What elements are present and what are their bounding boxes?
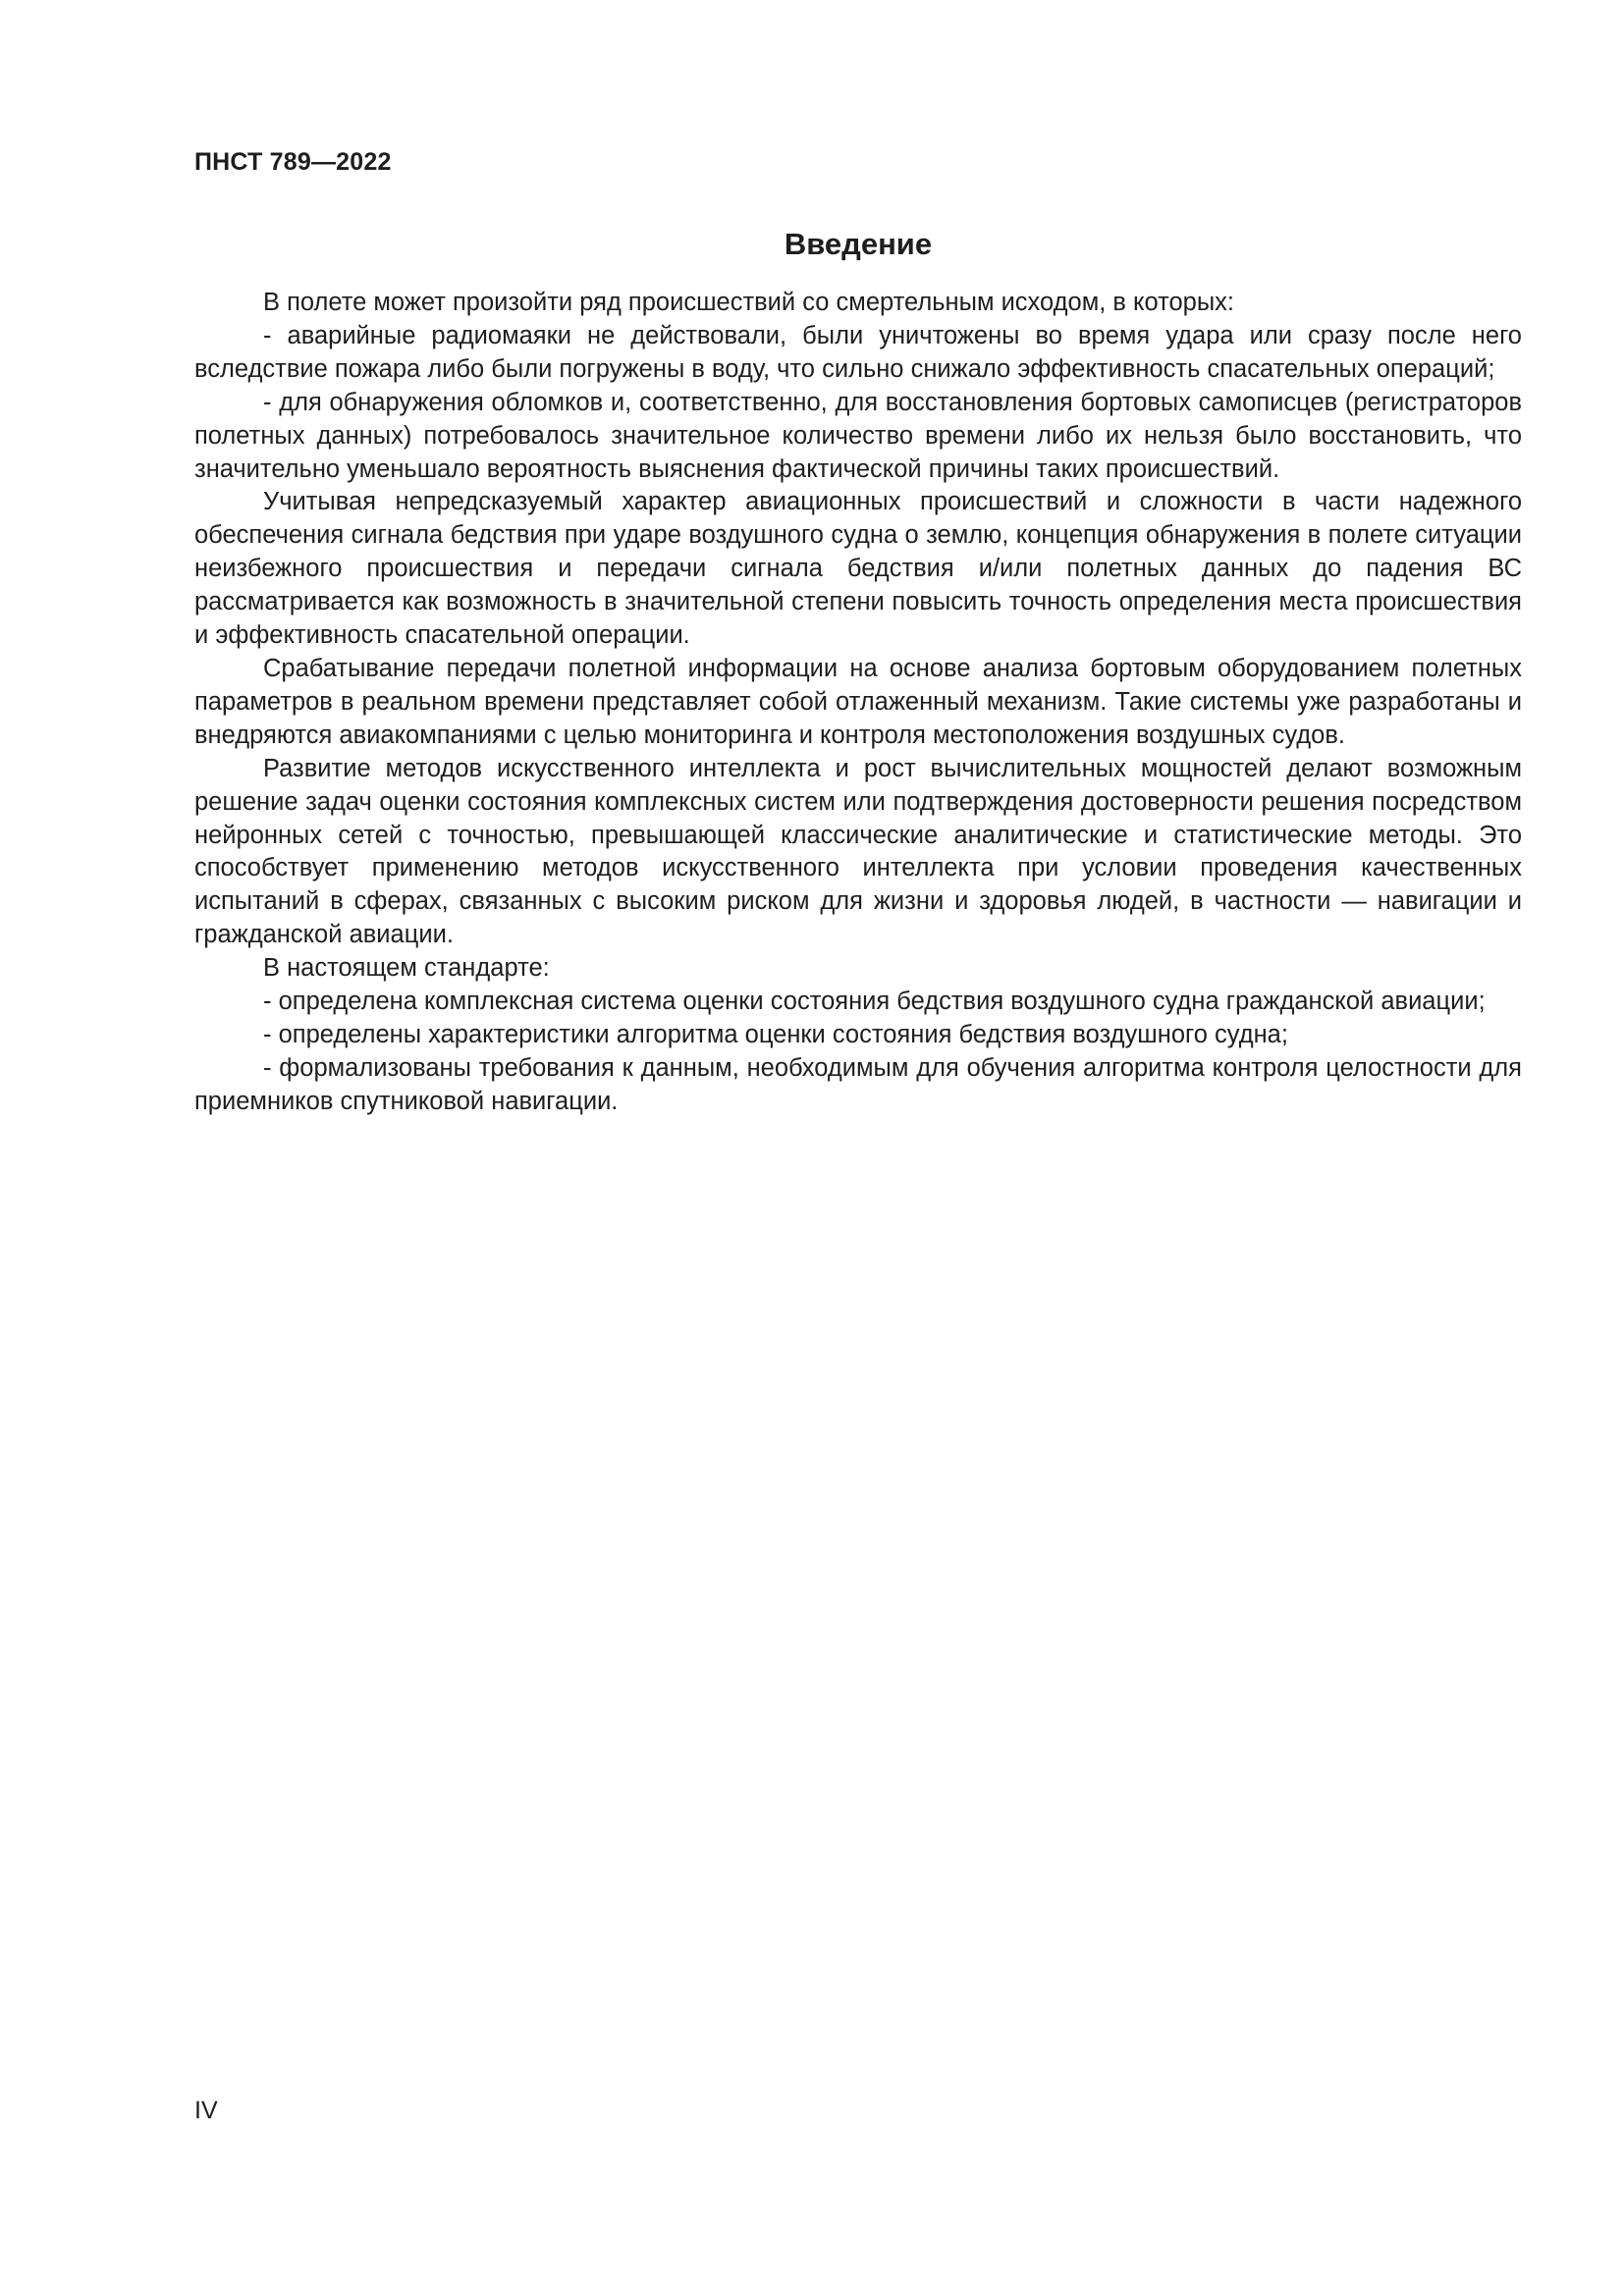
document-code: ПНСТ 789—2022 <box>194 148 392 176</box>
paragraph: - аварийные радиомаяки не действовали, были уничтожены во время удара или сразу после него вследствие пожара либо были погружены в воду, что сильно снижало эффективность спасательных операций; <box>194 321 1522 383</box>
paragraph: - определены характеристики алгоритма оценки состояния бедствия воздушного судна; <box>263 1020 1288 1048</box>
paragraph: - формализованы требования к данным, необходимым для обучения алгоритма контроля целостности для приемников спутниковой навигации. <box>194 1053 1522 1115</box>
paragraph: - для обнаружения обломков и, соответственно, для восстановления бортовых самописцев (регистраторов полетных данных) потребовалось значительное количество времени либо их нельзя было восстановить, что значительно уменьшало вероятность выяснения фактической причины таких происшествий. <box>194 388 1522 483</box>
paragraph: В полете может произойти ряд происшествий со смертельным исходом, в которых: <box>263 289 1235 316</box>
introduction-body <box>194 287 1522 1119</box>
paragraph: Развитие методов искусственного интеллекта и рост вычислительных мощностей делают возможным решение задач оценки состояния комплексных систем или подтверждения достоверности решения посредством нейронных сетей с точностью, превышающей классические аналитические и статистические методы. Это способствует применению методов искусственного интеллекта при условии проведения качественных испытаний в сферах, связанных с высоким риском для жизни и здоровья людей, в частности — навигации и гражданской авиации. <box>194 754 1522 949</box>
paragraph: - определена комплексная система оценки состояния бедствия воздушного судна гражданской авиации; <box>263 988 1486 1016</box>
paragraph: В настоящем стандарте: <box>263 954 550 983</box>
section-title: Введение <box>784 227 933 261</box>
paragraph: Учитывая непредсказуемый характер авиационных происшествий и сложности в части надежного обеспечения сигнала бедствия при ударе воздушного судна о землю, концепция обнаружения в полете ситуации неизбежного происшествия и передачи сигнала бедствия и/или полетных данных до падения ВС рассматривается как возможность в значительной степени повысить точность определения места происшествия и эффективность спасательной операции. <box>194 488 1522 650</box>
paragraph: Срабатывание передачи полетной информации на основе анализа бортовым оборудованием полетных параметров в реальном времени представляет собой отлаженный механизм. Такие системы уже разработаны и внедряются авиакомпаниями с целью мониторинга и контроля местоположения воздушных судов. <box>194 654 1522 749</box>
page-number: IV <box>194 2097 218 2124</box>
